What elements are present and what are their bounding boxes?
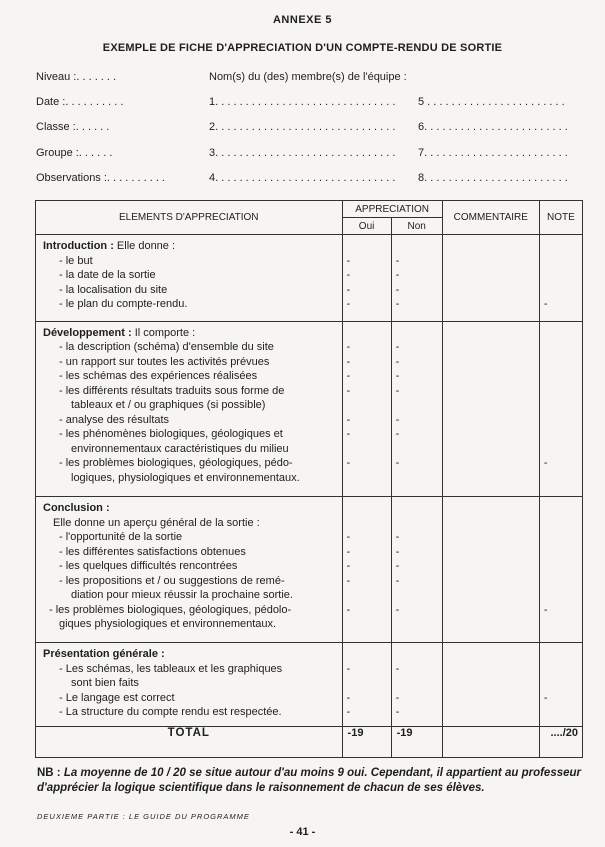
check-mark: - xyxy=(346,706,351,719)
note-header: NOTE xyxy=(539,201,582,235)
introduction-lead: Elle donne : xyxy=(113,240,176,253)
elements-header: ELEMENTS D'APPRECIATION xyxy=(36,201,343,235)
check-mark: - xyxy=(346,545,351,558)
check-mark: - xyxy=(346,283,351,296)
introduction-title: Introduction : xyxy=(43,240,114,253)
observations-field[interactable]: Observations :. . . . . . . . . . xyxy=(36,172,165,184)
total-row xyxy=(36,726,583,758)
date-field[interactable]: Date :. . . . . . . . . . xyxy=(36,96,124,108)
list-item-continued: sont bien faits xyxy=(71,677,139,690)
check-mark: - xyxy=(395,355,400,368)
check-mark: - xyxy=(346,428,351,441)
check-mark: - xyxy=(395,298,400,311)
presentation-oui-cell[interactable] xyxy=(342,643,391,726)
introduction-section xyxy=(36,235,583,321)
list-item-continued: logiques, physiologiques et environnementaux. xyxy=(71,471,300,484)
check-mark: - xyxy=(395,457,400,470)
introduction-non-cell[interactable] xyxy=(391,235,442,321)
check-mark: - xyxy=(395,662,400,675)
list-item-continued: environnementaux caractéristiques du milieu xyxy=(71,442,289,455)
list-item: - La structure du compte rendu est respectée. xyxy=(59,706,282,719)
list-item: - Les schémas, les tableaux et les graphiques xyxy=(59,662,283,675)
total-oui: -19 xyxy=(342,726,391,758)
list-item: - les problèmes biologiques, géologiques, pédo- xyxy=(59,457,293,470)
developpement-oui-cell[interactable] xyxy=(342,321,391,497)
list-item: - les différents résultats traduits sous forme de xyxy=(59,384,285,397)
check-mark: - xyxy=(346,531,351,544)
list-item: - les différentes satisfactions obtenues xyxy=(59,545,246,558)
list-item: - le plan du compte-rendu. xyxy=(59,298,188,311)
check-mark: - xyxy=(395,603,400,616)
presentation-section xyxy=(36,643,583,726)
conclusion-non-cell[interactable] xyxy=(391,497,442,643)
conclusion-oui-cell[interactable] xyxy=(342,497,391,643)
check-mark: - xyxy=(395,706,400,719)
check-mark: - xyxy=(395,574,400,587)
list-item-continued: giques physiologiques et environnementaux. xyxy=(59,618,277,631)
check-mark: - xyxy=(395,413,400,426)
appreciation-table xyxy=(35,200,583,758)
check-mark: - xyxy=(346,370,351,383)
check-mark: - xyxy=(346,254,351,267)
list-item: - analyse des résultats xyxy=(59,413,170,426)
oui-header: Oui xyxy=(342,218,391,235)
introduction-oui-cell[interactable] xyxy=(342,235,391,321)
check-mark: - xyxy=(346,413,351,426)
developpement-elements xyxy=(36,321,343,497)
presentation-note-cell[interactable] xyxy=(539,643,582,726)
introduction-comment-cell[interactable] xyxy=(442,235,539,321)
introduction-elements xyxy=(36,235,343,321)
developpement-note-cell[interactable] xyxy=(539,321,582,497)
check-mark: - xyxy=(395,384,400,397)
developpement-comment-cell[interactable] xyxy=(442,321,539,497)
check-mark: - xyxy=(346,691,351,704)
developpement-non-cell[interactable] xyxy=(391,321,442,497)
member-5-field[interactable]: 5 . . . . . . . . . . . . . . . . . . . . . . . xyxy=(418,96,565,108)
introduction-note-cell[interactable] xyxy=(539,235,582,321)
note-mark: - xyxy=(543,457,548,470)
groupe-field[interactable]: Groupe :. . . . . . xyxy=(36,147,113,159)
list-item: - un rapport sur toutes les activités prévues xyxy=(59,355,270,368)
classe-field[interactable]: Classe :. . . . . . xyxy=(36,121,110,133)
annexe-label: ANNEXE 5 xyxy=(272,14,333,26)
presentation-elements xyxy=(36,643,343,726)
conclusion-section xyxy=(36,497,583,643)
check-mark: - xyxy=(346,560,351,573)
note-mark: - xyxy=(543,691,548,704)
check-mark: - xyxy=(346,384,351,397)
list-item: - les problèmes biologiques, géologiques, pédolo- xyxy=(49,603,292,616)
total-non: -19 xyxy=(391,726,442,758)
check-mark: - xyxy=(395,370,400,383)
check-mark: - xyxy=(346,457,351,470)
check-mark: - xyxy=(346,574,351,587)
list-item: - Le langage est correct xyxy=(59,691,175,704)
check-mark: - xyxy=(346,298,351,311)
check-mark: - xyxy=(395,283,400,296)
total-note[interactable]: ..../20 xyxy=(539,726,582,758)
list-item: - les phénomènes biologiques, géologiques et xyxy=(59,428,283,441)
list-item: - le but xyxy=(59,254,93,267)
check-mark: - xyxy=(346,603,351,616)
list-item: - l'opportunité de la sortie xyxy=(59,531,183,544)
presentation-comment-cell[interactable] xyxy=(442,643,539,726)
footer-part-label: DEUXIEME PARTIE : LE GUIDE DU PROGRAMME xyxy=(37,812,250,821)
check-mark: - xyxy=(395,560,400,573)
presentation-title: Présentation générale : xyxy=(43,648,165,661)
member-2-field[interactable]: 2. . . . . . . . . . . . . . . . . . . . . . . . . . . . . . xyxy=(209,121,396,133)
commentaire-header: COMMENTAIRE xyxy=(442,201,539,235)
presentation-non-cell[interactable] xyxy=(391,643,442,726)
developpement-lead: Il comporte : xyxy=(131,326,196,339)
nb-note xyxy=(37,766,587,796)
check-mark: - xyxy=(346,341,351,354)
developpement-section xyxy=(36,321,583,497)
check-mark: - xyxy=(346,269,351,282)
total-label: TOTAL xyxy=(36,726,343,758)
check-mark: - xyxy=(395,531,400,544)
list-item: - les quelques difficultés rencontrées xyxy=(59,560,238,573)
member-4-field[interactable]: 4. . . . . . . . . . . . . . . . . . . . . . . . . . . . . . xyxy=(209,172,396,184)
conclusion-note-cell[interactable] xyxy=(539,497,582,643)
check-mark: - xyxy=(395,269,400,282)
conclusion-title: Conclusion : xyxy=(43,502,110,515)
list-item-continued: diation pour mieux réussir la prochaine sortie. xyxy=(71,589,293,602)
nb-label: NB : xyxy=(37,767,64,779)
non-header: Non xyxy=(391,218,442,235)
conclusion-elements xyxy=(36,497,343,643)
list-item: - la date de la sortie xyxy=(59,269,156,282)
member-6-field[interactable]: 6. . . . . . . . . . . . . . . . . . . . . . . . xyxy=(418,121,568,133)
member-1-field[interactable]: 1. . . . . . . . . . . . . . . . . . . . . . . . . . . . . . xyxy=(209,96,396,108)
list-item-continued: tableaux et / ou graphiques (si possible) xyxy=(71,399,266,412)
developpement-title: Développement : xyxy=(43,326,132,339)
check-mark: - xyxy=(395,691,400,704)
note-mark: - xyxy=(543,298,548,311)
note-mark: - xyxy=(543,603,548,616)
header-row xyxy=(36,201,583,218)
list-item: - la description (schéma) d'ensemble du site xyxy=(59,341,274,354)
total-comment-cell[interactable] xyxy=(442,726,539,758)
check-mark: - xyxy=(346,662,351,675)
check-mark: - xyxy=(395,254,400,267)
member-8-field[interactable]: 8. . . . . . . . . . . . . . . . . . . . . . . . xyxy=(418,172,568,184)
nb-text: La moyenne de 10 / 20 se situe autour d'au moins 9 oui. Cependant, il appartient au professeur d'apprécier la logique scientifique dans le raisonnement de chacun de ses élèves. xyxy=(37,767,582,794)
check-mark: - xyxy=(346,355,351,368)
member-3-field[interactable]: 3. . . . . . . . . . . . . . . . . . . . . . . . . . . . . . xyxy=(209,147,396,159)
members-label: Nom(s) du (des) membre(s) de l'équipe : xyxy=(209,71,407,83)
document-title: EXEMPLE DE FICHE D'APPRECIATION D'UN COMPTE-RENDU DE SORTIE xyxy=(102,42,503,54)
check-mark: - xyxy=(395,428,400,441)
list-item: - la localisation du site xyxy=(59,283,168,296)
appreciation-header: APPRECIATION xyxy=(342,201,442,218)
member-7-field[interactable]: 7. . . . . . . . . . . . . . . . . . . . . . . . xyxy=(418,147,568,159)
page-number: - 41 - xyxy=(289,826,316,838)
niveau-field[interactable]: Niveau :. . . . . . . xyxy=(36,71,117,83)
list-item: - les propositions et / ou suggestions de remé- xyxy=(59,574,285,587)
conclusion-comment-cell[interactable] xyxy=(442,497,539,643)
check-mark: - xyxy=(395,545,400,558)
conclusion-lead: Elle donne un aperçu général de la sortie : xyxy=(53,516,260,529)
list-item: - les schémas des expériences réalisées xyxy=(59,370,258,383)
check-mark: - xyxy=(395,341,400,354)
